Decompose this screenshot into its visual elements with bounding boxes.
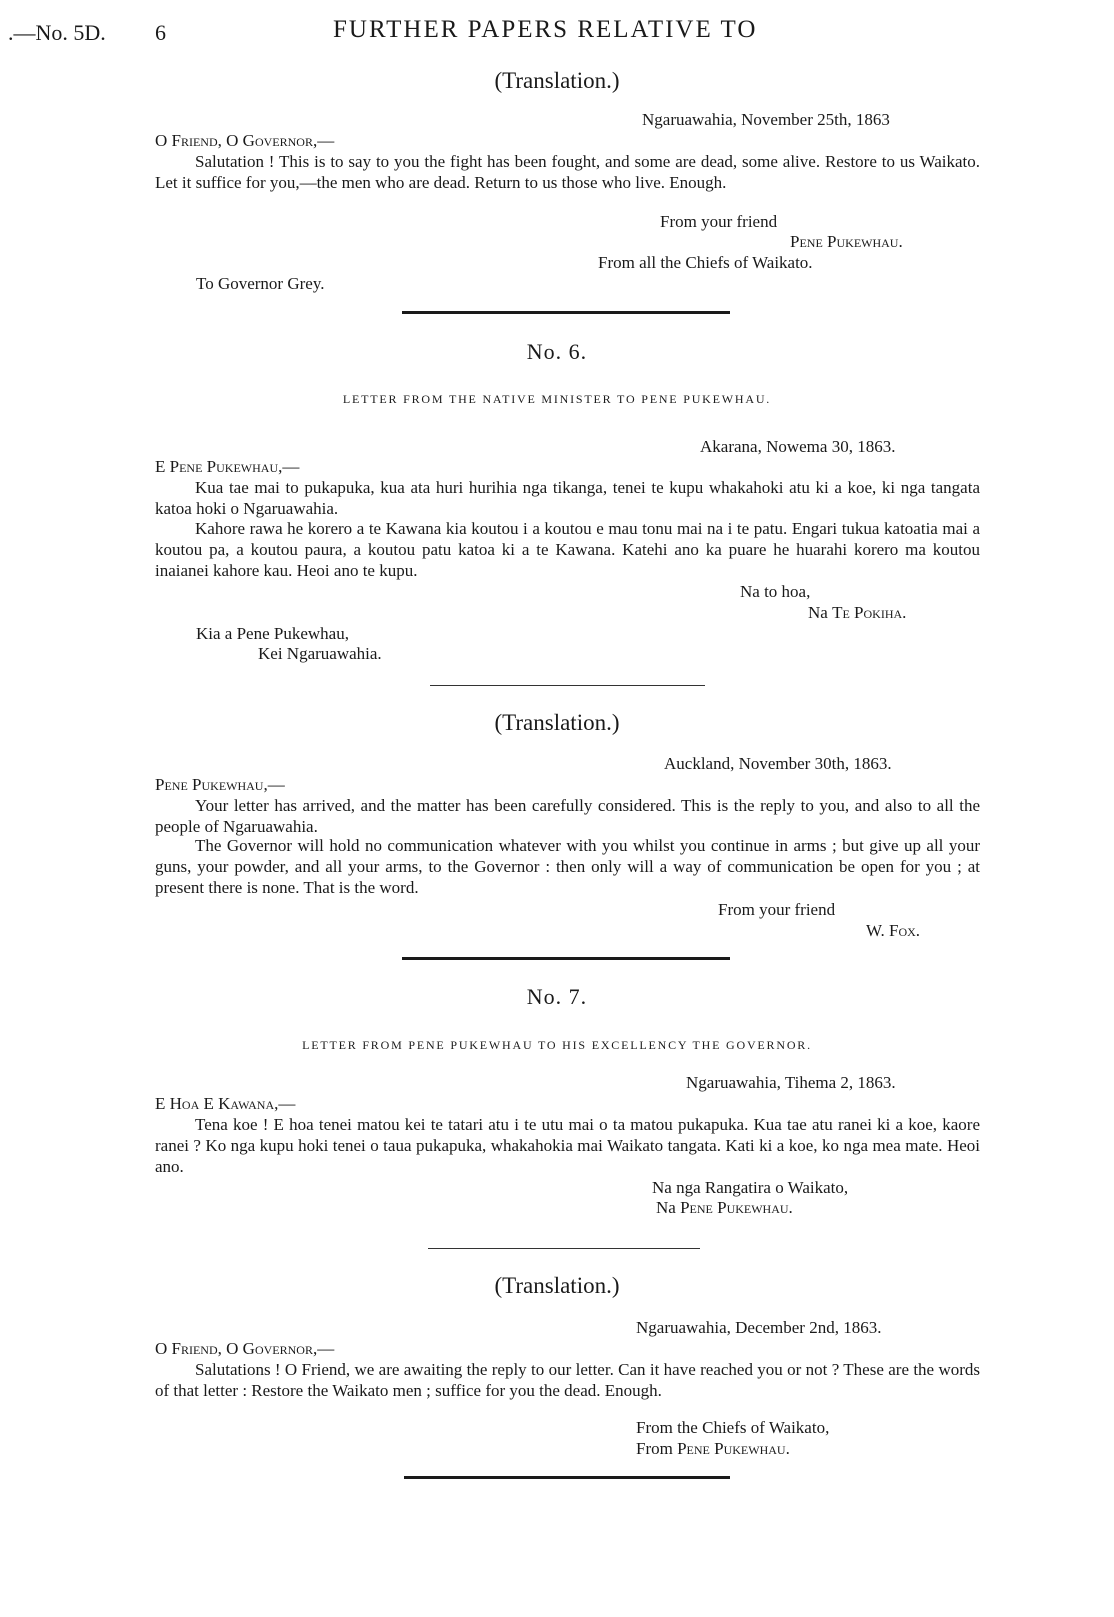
dateline-1: Ngaruawahia, November 25th, 1863 xyxy=(642,110,890,129)
section-rule xyxy=(402,957,730,960)
document-reference: .—No. 5D. xyxy=(8,20,106,45)
translation-para-6a: Your letter has arrived, and the matter has been carefully considered. This is the reply to you, and also to all the people of Ngaruawahia. xyxy=(155,796,980,836)
letter-para-6b: Kahore rawa he korero a te Kawana kia koutou i a koutou e mau tonu mai na i te patu. Engari tukua katoatia mai a koutou pa, a koutou paura, a koutou patu katoa ki a te Kawana. Katehi ano ka puare he huarahi korero ma koutou inaianei kahore kau. Heoi ano te kupu. xyxy=(155,519,980,580)
addressee-6-line2: Kei Ngaruawahia. xyxy=(258,644,382,663)
closing-7: Na nga Rangatira o Waikato, xyxy=(652,1178,849,1197)
closing-1: From your friend xyxy=(660,212,778,231)
addressee-6-line1: Kia a Pene Pukewhau, xyxy=(196,624,349,643)
dateline-6: Akarana, Nowema 30, 1863. xyxy=(700,437,896,456)
letter-caption-6: LETTER FROM THE NATIVE MINISTER TO PENE PUKEWHAU. xyxy=(342,392,772,406)
page-number: 6 xyxy=(155,20,166,45)
dateline-6-translation: Auckland, November 30th, 1863. xyxy=(664,754,892,773)
signature-6: Na Te Pokiha. xyxy=(808,603,907,622)
translation-rule xyxy=(430,685,705,686)
signature-7-translation: From Pene Pukewhau. xyxy=(636,1439,790,1458)
addressee-1: To Governor Grey. xyxy=(196,274,325,293)
signature-6-translation: W. Fox. xyxy=(866,921,921,940)
salutation-7: E Hoa E Kawana,— xyxy=(155,1094,296,1113)
letter-number-7: No. 7. xyxy=(526,984,588,1009)
running-title: FURTHER PAPERS RELATIVE TO xyxy=(333,16,758,43)
letter-para-6a: Kua tae mai to pukapuka, kua ata huri hurihia nga tikanga, tenei te kupu whakahoki atu ki a koe, ki nga tangata katoa hoki o Ngaruawahia. xyxy=(155,478,980,518)
closing-6-translation: From your friend xyxy=(718,900,836,919)
dateline-7: Ngaruawahia, Tihema 2, 1863. xyxy=(686,1073,896,1092)
letter-body-7: Tena koe ! E hoa tenei matou kei te tatari atu i te utu mai o ta matou pukapuka. Kua tae atu ranei ki a koe, kaore ranei ? Ko nga kupu hoki tenei o taua pukapuka, whakahokia mai Waikato tangata. Kati ki a koe, ko nga mea mate. Heoi ano. xyxy=(155,1115,980,1176)
salutation-6: E Pene Pukewhau,— xyxy=(155,457,300,476)
salutation-6-translation: Pene Pukewhau,— xyxy=(155,775,285,794)
salutation-7-translation: O Friend, O Governor,— xyxy=(155,1339,335,1358)
signature-1: Pene Pukewhau. xyxy=(790,232,903,251)
dateline-7-translation: Ngaruawahia, December 2nd, 1863. xyxy=(636,1318,882,1337)
translation-body-7: Salutations ! O Friend, we are awaiting the reply to our letter. Can it have reached you or not ? These are the words of that letter : Restore the Waikato men ; suffice for you the dead. Enough. xyxy=(155,1360,980,1400)
translation-heading-6: (Translation.) xyxy=(494,710,620,735)
letter-body-1: Salutation ! This is to say to you the fight has been fought, and some are dead, some alive. Restore to us Waikato. Let it suffice for you,—the men who are dead. Return to us those who live. Enough. xyxy=(155,152,980,192)
section-rule xyxy=(402,311,730,314)
letter-caption-7: LETTER FROM PENE PUKEWHAU TO HIS EXCELLENCY THE GOVERNOR. xyxy=(302,1038,812,1052)
section-rule xyxy=(404,1476,730,1479)
closing-6: Na to hoa, xyxy=(740,582,811,601)
closing-7-translation: From the Chiefs of Waikato, xyxy=(636,1418,830,1437)
letter-number-6: No. 6. xyxy=(526,339,588,364)
translation-para-6b: The Governor will hold no communication whatever with you whilst you continue in arms ; but give up all your guns, your powder, and all your arms, to the Governor : then only will a way of communication be open for you ; at present there is none. That is the word. xyxy=(155,836,980,897)
translation-heading-1: (Translation.) xyxy=(494,68,620,93)
from-all-chiefs: From all the Chiefs of Waikato. xyxy=(598,253,813,272)
signature-7: Na Pene Pukewhau. xyxy=(656,1198,793,1217)
translation-heading-7: (Translation.) xyxy=(494,1273,620,1298)
salutation-1: O Friend, O Governor,— xyxy=(155,131,335,150)
translation-rule xyxy=(428,1248,700,1249)
